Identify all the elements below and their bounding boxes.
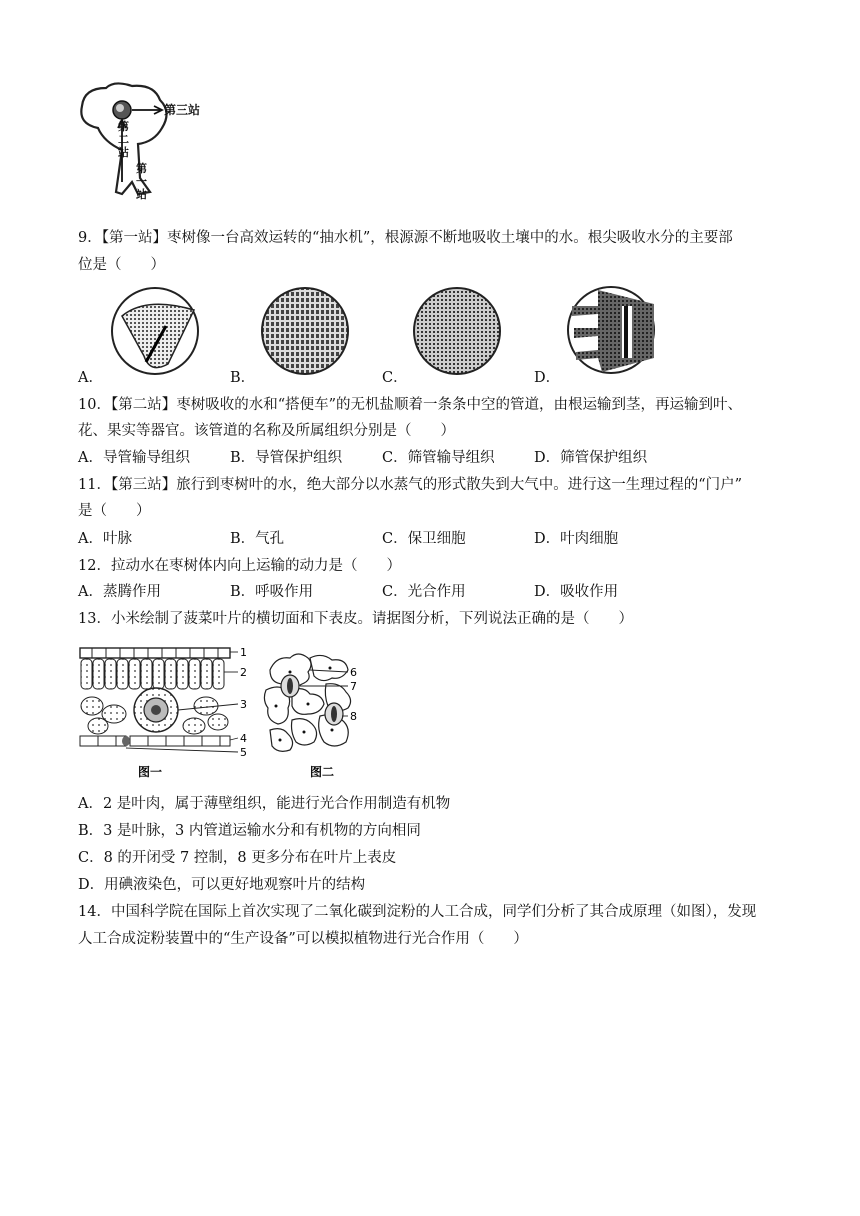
q11-line2: 是（ ） xyxy=(78,503,151,519)
q9-option-a[interactable]: A． xyxy=(78,370,103,386)
q9-image-d xyxy=(562,284,660,376)
q11-option-d[interactable]: D．叶肉细胞 xyxy=(534,531,619,547)
q13-option-c[interactable]: C．8 的开闭受 7 控制，8 更多分布在叶片上表皮 xyxy=(78,850,397,866)
fig2-label-7: 7 xyxy=(350,680,357,693)
q13-option-d[interactable]: D．用碘液染色，可以更好地观察叶片的结构 xyxy=(78,877,366,893)
q11-option-a[interactable]: A．叶脉 xyxy=(78,531,132,547)
label-station1: 第 一 站 xyxy=(136,162,147,201)
q12-line1: 12．拉动水在枣树体内向上运输的动力是（ ） xyxy=(78,558,401,574)
fig1-label-4: 4 xyxy=(240,732,247,745)
fig1-caption: 图一 xyxy=(138,765,163,779)
q9-option-d[interactable]: D． xyxy=(534,370,561,386)
lower-epidermis-diagram xyxy=(262,650,382,780)
q10-option-c[interactable]: C．筛管输导组织 xyxy=(382,450,495,466)
q12-option-a[interactable]: A．蒸腾作用 xyxy=(78,584,161,600)
fig1-label-5: 5 xyxy=(240,746,247,759)
q9-image-b xyxy=(256,286,354,376)
q10-option-d[interactable]: D．筛管保护组织 xyxy=(534,450,648,466)
q12-option-b[interactable]: B．呼吸作用 xyxy=(230,584,314,600)
q13-line1: 13．小米绘制了菠菜叶片的横切面和下表皮。请据图分析，下列说法正确的是（ ） xyxy=(78,611,633,627)
fig1-label-2: 2 xyxy=(240,666,247,679)
q10-line2: 花、果实等器官。该管道的名称及所属组织分别是（ ） xyxy=(78,423,455,439)
q13-option-b[interactable]: B．3 是叶脉，3 内管道运输水分和有机物的方向相同 xyxy=(78,823,421,839)
q11-option-b[interactable]: B．气孔 xyxy=(230,531,285,547)
leaf-cross-section-diagram xyxy=(78,644,260,780)
q13-option-a[interactable]: A．2 是叶肉，属于薄壁组织，能进行光合作用制造有机物 xyxy=(78,796,451,812)
q10-option-b[interactable]: B．导管保护组织 xyxy=(230,450,343,466)
q14-line2: 人工合成淀粉装置中的“生产设备”可以模拟植物进行光合作用（ ） xyxy=(78,931,528,947)
q12-option-d[interactable]: D．吸收作用 xyxy=(534,584,619,600)
q11-line1: 11．【第三站】旅行到枣树叶的水，绝大部分以水蒸气的形式散失到大气中。进行这一生理过程的“门户” xyxy=(78,477,743,493)
q9-line1: 9．【第一站】枣树像一台高效运转的“抽水机”，根源源不断地吸收土壤中的水。根尖吸收水分的主要部 xyxy=(78,230,733,246)
q11-option-c[interactable]: C．保卫细胞 xyxy=(382,531,466,547)
q9-option-c[interactable]: C． xyxy=(382,370,408,386)
label-station2: 第 二 站 xyxy=(118,120,129,159)
q9-option-b[interactable]: B． xyxy=(230,370,256,386)
label-station3: 第三站 xyxy=(164,103,201,117)
fig1-label-1: 1 xyxy=(240,646,247,659)
q10-line1: 10．【第二站】枣树吸收的水和“搭便车”的无机盐顺着一条条中空的管道，由根运输到茎，再运输到叶、 xyxy=(78,397,743,413)
q10-option-a[interactable]: A．导管输导组织 xyxy=(78,450,190,466)
q12-option-c[interactable]: C．光合作用 xyxy=(382,584,466,600)
q9-image-c xyxy=(408,286,506,376)
fig2-caption: 图二 xyxy=(310,765,335,779)
q9-line2: 位是（ ） xyxy=(78,257,165,273)
q14-line1: 14．中国科学院在国际上首次实现了二氧化碳到淀粉的人工合成，同学们分析了其合成原理（如图），发现 xyxy=(78,904,757,920)
q9-image-a xyxy=(106,286,204,376)
fig2-label-8: 8 xyxy=(350,710,357,723)
fig2-label-6: 6 xyxy=(350,666,357,679)
fig1-label-3: 3 xyxy=(240,698,247,711)
